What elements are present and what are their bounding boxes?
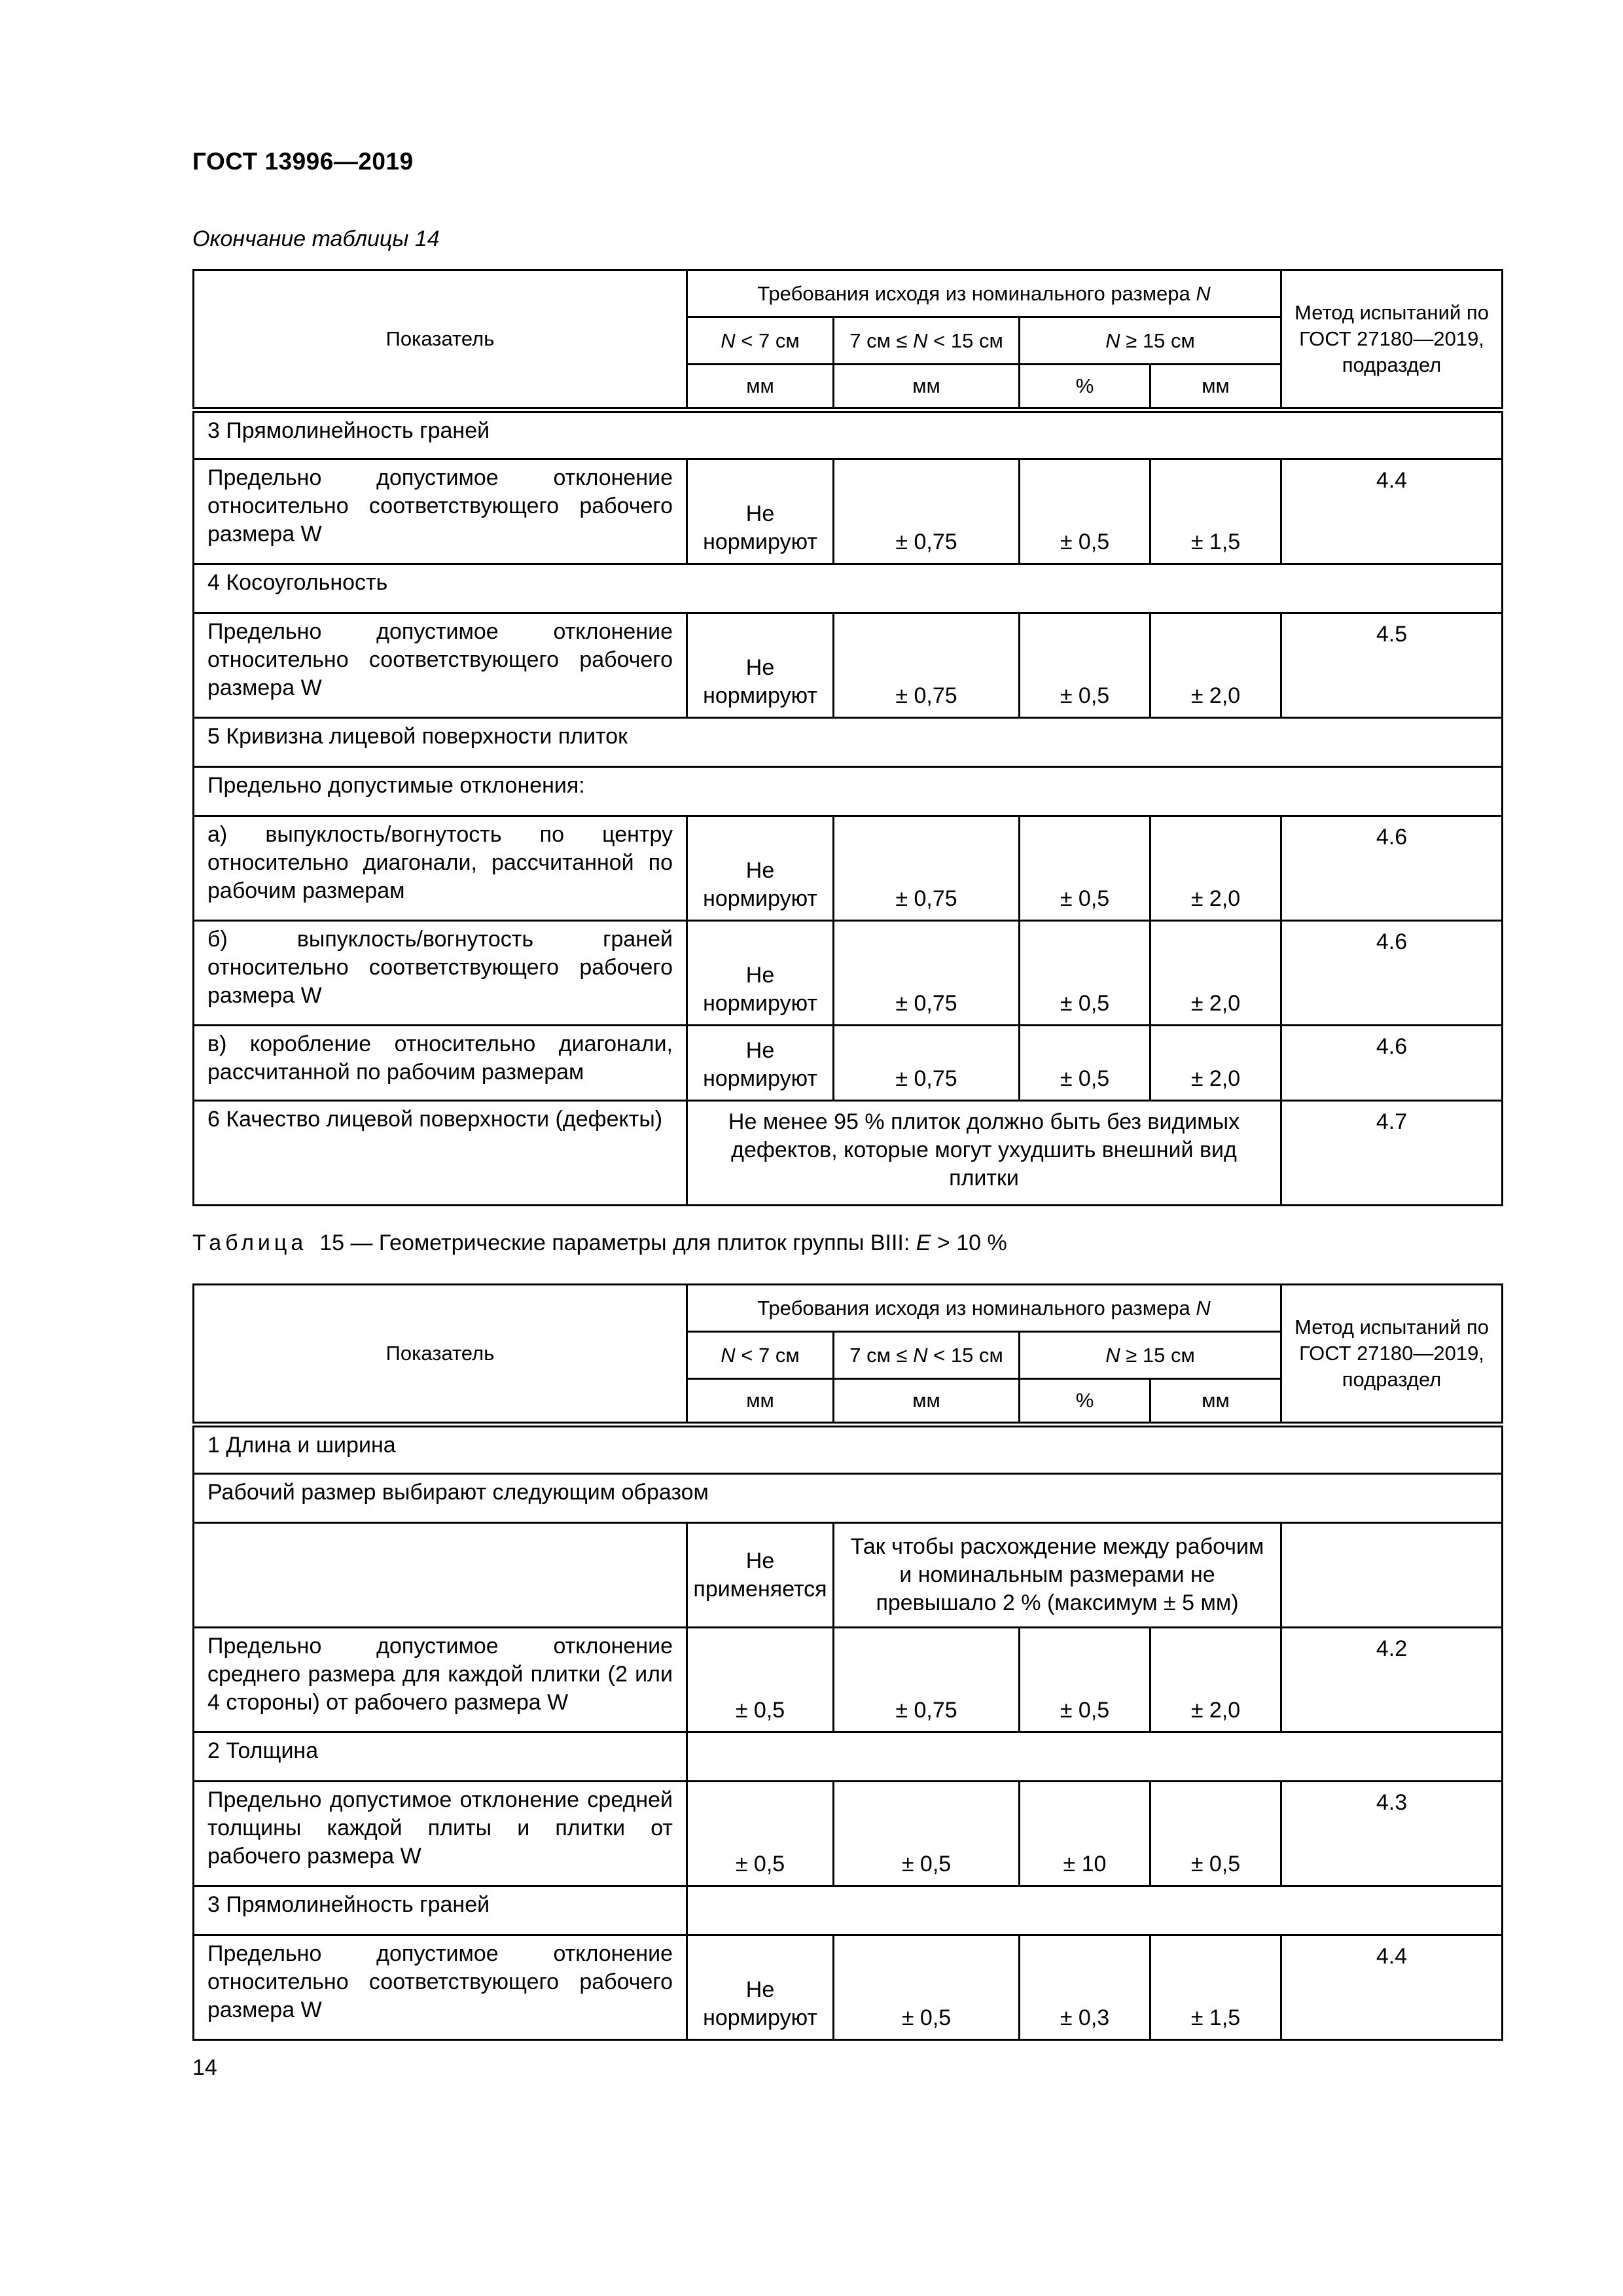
value-n-ge-15-mm: ± 2,0 xyxy=(1150,1026,1281,1101)
value-n-ge-15-mm: ± 2,0 xyxy=(1150,613,1281,718)
table-row xyxy=(194,1026,1503,1101)
value-n-ge-15-percent: ± 0,3 xyxy=(1020,1935,1150,2040)
merged-requirement: Так чтобы расхождение между рабочим и номинальным размерами не превышало 2 % (максимум ± 5 мм) xyxy=(834,1523,1281,1628)
test-method: 4.2 xyxy=(1281,1628,1503,1732)
value-n-7-15: ± 0,75 xyxy=(834,459,1020,564)
section-title: 3 Прямолинейность граней xyxy=(194,410,1503,459)
row-label: Предельно допустимое отклонение относительно соответствующего рабочего размера W xyxy=(194,1935,687,2040)
table-row xyxy=(194,816,1503,921)
value-n-lt-7: Не нормируют xyxy=(687,921,834,1026)
table-row xyxy=(194,1523,1503,1628)
row-label: в) коробление относительно диагонали, рассчитанной по рабочим размерам xyxy=(194,1026,687,1101)
table14-continuation-caption: Окончание таблицы 14 xyxy=(192,226,440,251)
table-row xyxy=(194,1101,1503,1206)
section-title: 3 Прямолинейность граней xyxy=(194,1886,687,1935)
unit-mm: мм xyxy=(834,1379,1020,1425)
test-method: 4.5 xyxy=(1281,613,1503,718)
row-label: 6 Качество лицевой поверхности (дефекты) xyxy=(194,1101,687,1206)
table-row xyxy=(194,1474,1503,1523)
header-method: Метод испытаний по ГОСТ 27180—2019, подраздел xyxy=(1281,1285,1503,1425)
value-n-ge-15-mm: ± 2,0 xyxy=(1150,1628,1281,1732)
unit-mm: мм xyxy=(834,365,1020,410)
merged-requirement: Не менее 95 % плиток должно быть без видимых дефектов, которые могут ухудшить внешний вид плитки xyxy=(687,1101,1281,1206)
table-row xyxy=(194,1628,1503,1732)
section-title: 1 Длина и ширина xyxy=(194,1425,1503,1474)
table-row xyxy=(194,1425,1503,1474)
header-indicator: Показатель xyxy=(194,270,687,410)
table-row xyxy=(194,1732,1503,1782)
section-title: 2 Толщина xyxy=(194,1732,687,1782)
row-label: Предельно допустимое отклонение средней толщины каждой плиты и плитки от рабочего размера W xyxy=(194,1782,687,1886)
table-row xyxy=(194,613,1503,718)
value-n-ge-15-percent: ± 0,5 xyxy=(1020,459,1150,564)
section-title: 5 Кривизна лицевой поверхности плиток xyxy=(194,718,1503,767)
value-n-7-15: ± 0,75 xyxy=(834,816,1020,921)
value-n-ge-15-percent: ± 0,5 xyxy=(1020,613,1150,718)
table-row xyxy=(194,459,1503,564)
section-title: Рабочий размер выбирают следующим образом xyxy=(194,1474,1503,1523)
row-label: Предельно допустимое отклонение относительно соответствующего рабочего размера W xyxy=(194,459,687,564)
table-15 xyxy=(192,1283,1503,2041)
header-method: Метод испытаний по ГОСТ 27180—2019, подраздел xyxy=(1281,270,1503,410)
value-n-7-15: ± 0,75 xyxy=(834,1628,1020,1732)
table15-caption: Таблица 15 — Геометрические параметры для плиток группы BIII: E > 10 % xyxy=(192,1230,1007,1255)
header-requirements: Требования исходя из номинального размера N xyxy=(687,270,1281,317)
unit-mm: мм xyxy=(687,365,834,410)
value-n-ge-15-mm: ± 1,5 xyxy=(1150,459,1281,564)
value-n-lt-7: Не нормируют xyxy=(687,816,834,921)
header-requirements: Требования исходя из номинального размера N xyxy=(687,1285,1281,1332)
value-n-ge-15-mm: ± 2,0 xyxy=(1150,816,1281,921)
value-n-ge-15-mm: ± 1,5 xyxy=(1150,1935,1281,2040)
value-n-ge-15-percent: ± 10 xyxy=(1020,1782,1150,1886)
table-row xyxy=(194,410,1503,459)
section-title: Предельно допустимые отклонения: xyxy=(194,767,1503,816)
table-row xyxy=(194,767,1503,816)
test-method: 4.4 xyxy=(1281,459,1503,564)
unit-mm: мм xyxy=(1150,365,1281,410)
test-method: 4.6 xyxy=(1281,921,1503,1026)
header-n-ge-15: N ≥ 15 см xyxy=(1020,1332,1281,1379)
table-row xyxy=(194,1886,1503,1935)
row-label: Предельно допустимое отклонение относительно соответствующего рабочего размера W xyxy=(194,613,687,718)
value-n-lt-7: Не нормируют xyxy=(687,1935,834,2040)
value-n-ge-15-percent: ± 0,5 xyxy=(1020,1628,1150,1732)
test-method: 4.4 xyxy=(1281,1935,1503,2040)
test-method xyxy=(1281,1523,1503,1628)
value-n-lt-7: Не нормируют xyxy=(687,1026,834,1101)
table-row xyxy=(194,921,1503,1026)
value-n-7-15: ± 0,75 xyxy=(834,613,1020,718)
table-row xyxy=(194,718,1503,767)
test-method: 4.3 xyxy=(1281,1782,1503,1886)
empty-cell xyxy=(687,1732,1503,1782)
row-label: б) выпуклость/вогнутость граней относительно соответствующего рабочего размера W xyxy=(194,921,687,1026)
table-row xyxy=(194,1782,1503,1886)
header-n-7-15: 7 см ≤ N < 15 см xyxy=(834,1332,1020,1379)
header-indicator: Показатель xyxy=(194,1285,687,1425)
row-label: Предельно допустимое отклонение среднего размера для каждой плитки (2 или 4 стороны) от рабочего размера W xyxy=(194,1628,687,1732)
value-n-lt-7: Не применяется xyxy=(687,1523,834,1628)
value-n-7-15: ± 0,5 xyxy=(834,1935,1020,2040)
value-n-lt-7: Не нормируют xyxy=(687,613,834,718)
table-row xyxy=(194,1935,1503,2040)
value-n-7-15: ± 0,75 xyxy=(834,921,1020,1026)
unit-percent: % xyxy=(1020,365,1150,410)
test-method: 4.7 xyxy=(1281,1101,1503,1206)
value-n-7-15: ± 0,75 xyxy=(834,1026,1020,1101)
page-number: 14 xyxy=(192,2055,217,2080)
table-14 xyxy=(192,269,1503,1206)
row-label xyxy=(194,1523,687,1628)
header-n-lt-7: N < 7 см xyxy=(687,1332,834,1379)
section-title: 4 Косоугольность xyxy=(194,564,1503,613)
table-row xyxy=(194,564,1503,613)
unit-mm: мм xyxy=(687,1379,834,1425)
value-n-ge-15-percent: ± 0,5 xyxy=(1020,921,1150,1026)
value-n-lt-7: ± 0,5 xyxy=(687,1628,834,1732)
unit-percent: % xyxy=(1020,1379,1150,1425)
header-n-7-15: 7 см ≤ N < 15 см xyxy=(834,317,1020,365)
unit-mm: мм xyxy=(1150,1379,1281,1425)
test-method: 4.6 xyxy=(1281,816,1503,921)
value-n-7-15: ± 0,5 xyxy=(834,1782,1020,1886)
header-n-ge-15: N ≥ 15 см xyxy=(1020,317,1281,365)
value-n-ge-15-mm: ± 0,5 xyxy=(1150,1782,1281,1886)
empty-cell xyxy=(687,1886,1503,1935)
value-n-lt-7: ± 0,5 xyxy=(687,1782,834,1886)
document-header: ГОСТ 13996—2019 xyxy=(192,148,414,175)
header-n-lt-7: N < 7 см xyxy=(687,317,834,365)
value-n-lt-7: Не нормируют xyxy=(687,459,834,564)
row-label: а) выпуклость/вогнутость по центру относительно диагонали, рассчитанной по рабочим размерам xyxy=(194,816,687,921)
value-n-ge-15-percent: ± 0,5 xyxy=(1020,1026,1150,1101)
value-n-ge-15-mm: ± 2,0 xyxy=(1150,921,1281,1026)
value-n-ge-15-percent: ± 0,5 xyxy=(1020,816,1150,921)
test-method: 4.6 xyxy=(1281,1026,1503,1101)
